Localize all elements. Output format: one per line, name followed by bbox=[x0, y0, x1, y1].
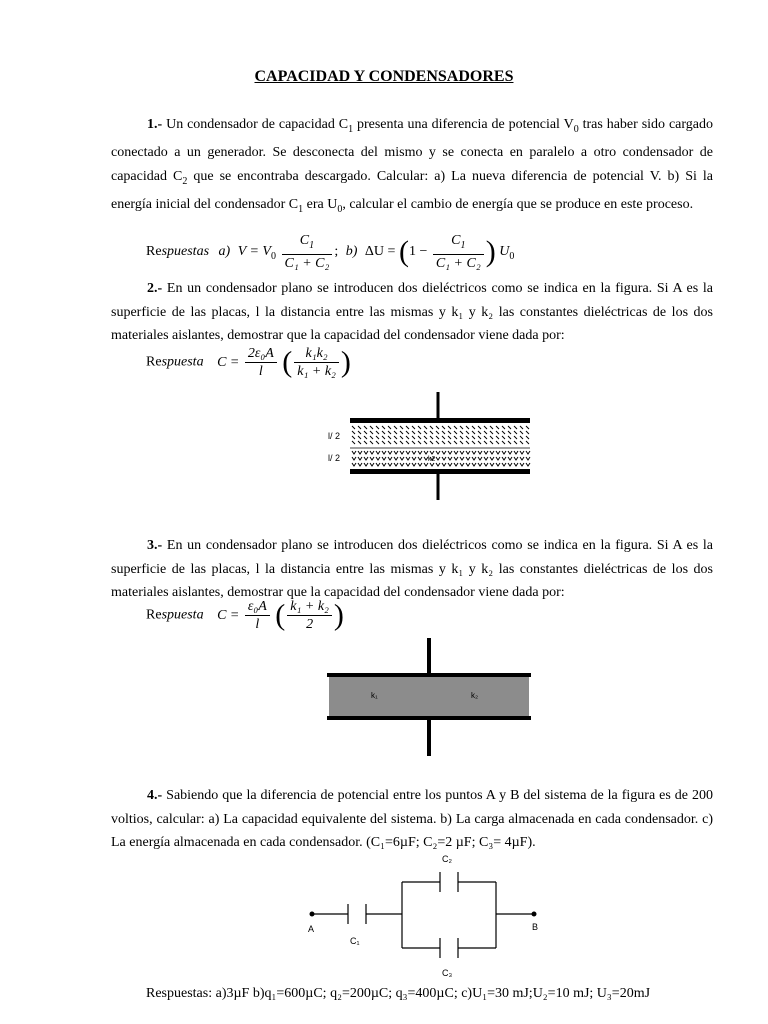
page-title: CAPACIDAD Y CONDENSADORES bbox=[254, 68, 514, 85]
fraction-a: $\frac{C_1}{\text{C₁ + C₂}}$ bbox=[282, 232, 333, 272]
terminal-b-dot bbox=[532, 912, 537, 917]
final-answers: Respuestas: a)3µF b)q₁=600µC; q₂=200µC; q₃=400µC; c)U₁=30 mJ;U₂=10 mJ; U₃=20mJ bbox=[146, 986, 651, 1001]
problem-1-number: 1.- bbox=[147, 117, 163, 132]
problem-2-text: En un condensador plano se introducen dos dieléctricos como se indica en la figura. Si A es la superficie de las placas, l la distancia entre las mismas y k₁ y k₂ las constantes dieléctricas de los dos materiales aislantes, demostrar que la capacidad del condensador viene dada por: bbox=[111, 281, 714, 343]
fig2-label-bottom: l/ 2 bbox=[328, 453, 341, 463]
dielectric-layer-top bbox=[352, 426, 529, 444]
problem-4 bbox=[111, 784, 713, 855]
problem-3 bbox=[111, 534, 713, 605]
problem-4-text: Sabiendo que la diferencia de potencial entre los puntos A y B del sistema de la figura es de 200 voltios, calcular: a) La capacidad equivalente del sistema. b) La carga almacenada en cada condensador. c) La energía almacenada en cada condensador. (C₁=6µF; C₂=2 µF; C₃= 4µF). bbox=[111, 788, 713, 850]
fig4-label-a: A bbox=[308, 924, 315, 934]
fig2-label-top: l/ 2 bbox=[328, 431, 341, 441]
fig4-label-c1: C₁ bbox=[350, 936, 360, 946]
answer-3: Respuesta C = $\frac{\text{ε₀A}}{l}$ ( $\frac{\text{k₁ + k₂}}{2}$ ) bbox=[146, 598, 344, 632]
figure-4-circuit bbox=[300, 848, 550, 982]
problem-1-text: Un condensador de capacidad $C_1$ presenta una diferencia de potencial $V_0$ tras haber sido cargado conectado a un generador. Se desconecta del mismo y se conecta en paralelo a otro condensador de capacidad $C_2$ que se encontraba descargado. Calcular: a) La nueva diferencia de potencial V. b) Si la energía inicial del condensador $C_1$ era $U_0$, calcular el cambio de energía que se produce en este proceso. bbox=[111, 117, 714, 215]
problem-2 bbox=[111, 277, 713, 348]
problem-3-text: En un condensador plano se introducen dos dieléctricos como se indica en la figura. Si A es la superficie de las placas, l la distancia entre las mismas y k₁ y k₂ las constantes dieléctricas de los dos materiales aislantes, demostrar que la capacidad del condensador viene dada por: bbox=[111, 538, 714, 600]
fig4-label-b: B bbox=[532, 922, 539, 932]
figure-2-capacitor-layers bbox=[320, 390, 540, 502]
fig2-k-label: k2 bbox=[428, 456, 436, 463]
fraction-b: $\frac{C_1}{\text{C₁ + C₂}}$ bbox=[433, 232, 484, 272]
dielectric-layer-bottom bbox=[352, 451, 530, 466]
terminal-a-dot bbox=[310, 912, 315, 917]
answer-2: Respuesta C = $\frac{\text{2ε₀A}}{l}$ ( $\frac{\text{k₁k₂}}{\text{k₁ + k₂}}$ ) bbox=[146, 345, 351, 379]
fig3-k2-label: k₂ bbox=[471, 691, 479, 700]
problem-2-number: 2.- bbox=[147, 281, 163, 296]
figure-3-capacitor-side-by-side bbox=[325, 636, 535, 760]
fig4-label-c3: C₃ bbox=[442, 968, 453, 978]
fig3-k1-label: k₁ bbox=[371, 691, 378, 700]
problem-1 bbox=[111, 113, 713, 221]
problem-4-number: 4.- bbox=[147, 788, 163, 803]
fig4-label-c2: C₂ bbox=[442, 854, 452, 864]
answer-1: Respuestas a) $V = V_0$ $\frac{C_1}{\text{C₁ + C₂}}$ ; b) ΔU = (1 − $\frac{C_1}{\text{C₁ + C₂}}$ ) $U_0$ bbox=[146, 233, 515, 271]
dielectric-block bbox=[329, 677, 529, 717]
problem-3-number: 3.- bbox=[147, 538, 163, 553]
